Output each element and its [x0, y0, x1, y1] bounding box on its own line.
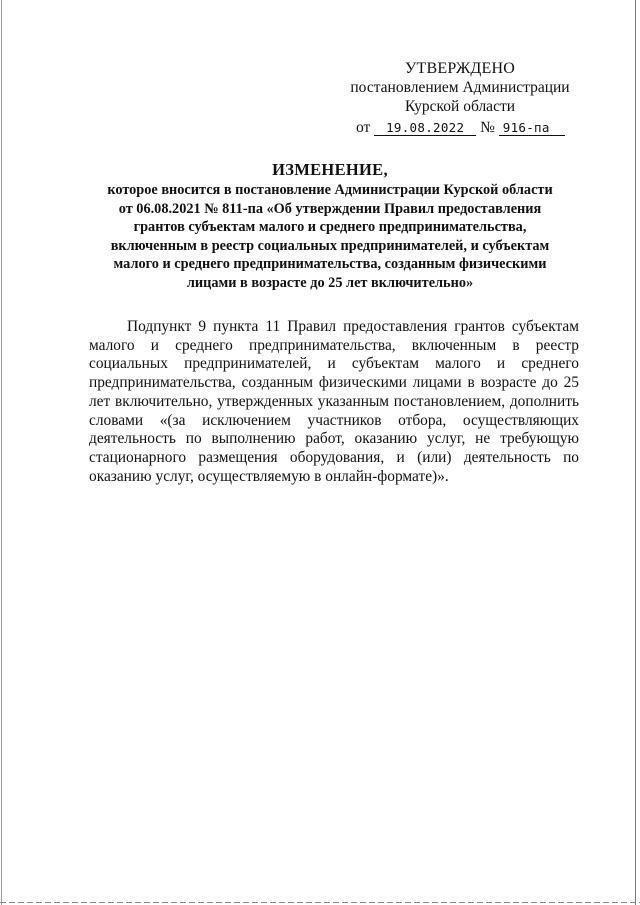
subtitle-line: лицами в возрасте до 25 лет включительно» [186, 274, 474, 291]
approval-title: УТВЕРЖДЕНО [404, 60, 515, 77]
document-title: ИЗМЕНЕНИЕ, [272, 160, 388, 179]
subtitle-line: грантов субъектам малого и среднего предпринимательства, [133, 219, 527, 236]
scan-edge-left [1, 0, 2, 905]
approval-date-number-line [340, 118, 580, 137]
subtitle-line: малого и среднего предпринимательства, созданным физическими [113, 256, 547, 273]
subtitle-line: которое вносится в постановление Администрации Курской области [107, 182, 553, 198]
scan-edge-right [635, 0, 636, 905]
approval-number: 916-па [499, 121, 565, 136]
number-sign: № [480, 119, 495, 136]
subtitle-line: от 06.08.2021 № 811-па «Об утверждении Правил предоставления [118, 200, 542, 217]
scan-edge-bottom [0, 902, 640, 903]
document-heading [70, 159, 590, 293]
subtitle-line: включенным в реестр социальных предпринимателей, и субъектам [110, 237, 550, 254]
approval-line-2: Курской области [404, 98, 516, 115]
approval-block [340, 59, 580, 137]
approval-line-1: постановлением Администрации [350, 79, 570, 96]
approval-date: 19.08.2022 [374, 121, 476, 136]
from-label: от [356, 119, 371, 136]
body-paragraph: Подпункт 9 пункта 11 Правил предоставления грантов субъектам малого и среднего предпринимательства, включенным в реестр социальных предпринимателей, и субъектам малого и среднего предпринимательства, созданным физическими лицами в возрасте до 25 лет включительно, утвержденных указанным постановлением, дополнить словами «(за исключением участников отбора, осуществляющих деятельность по выполнению работ, оказанию услуг, не требующую стационарного размещения оборудования, и (или) деятельность по оказанию услуг, осуществляемую в онлайн-формате)». [89, 318, 579, 485]
